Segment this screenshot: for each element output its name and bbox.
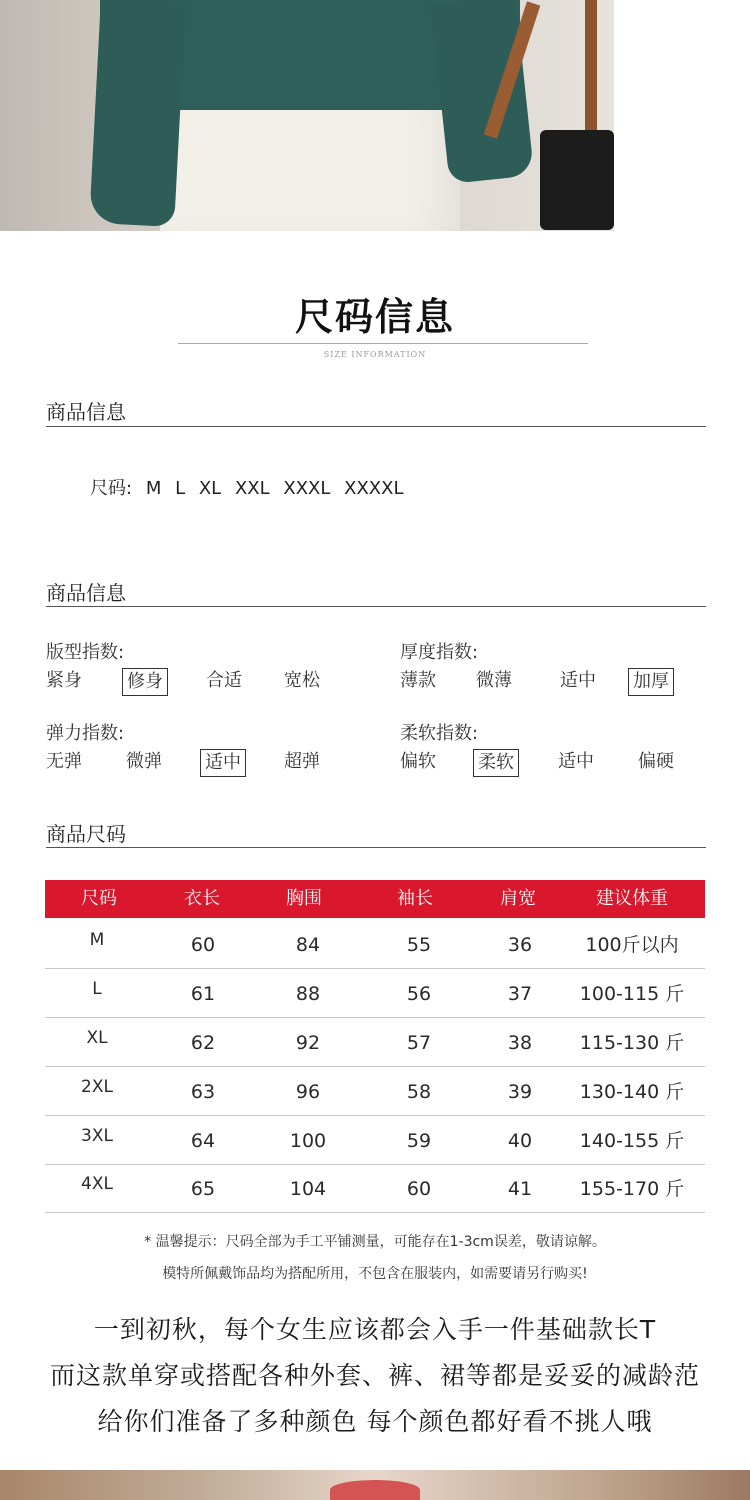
table-cell: 61: [190, 983, 216, 1005]
elasticity-option: 无弹: [46, 751, 82, 772]
table-cell: 130-140 斤: [579, 1081, 685, 1103]
size-option: M: [145, 478, 162, 499]
table-header-cell: 袖长: [397, 888, 433, 909]
thickness-index-label: 厚度指数:: [400, 642, 479, 663]
thickness-option-selected: 加厚: [628, 668, 674, 696]
fit-option: 合适: [206, 670, 242, 691]
table-header-cell: 胸围: [286, 888, 322, 909]
table-cell: 56: [406, 983, 432, 1005]
table-cell: 60: [406, 1178, 432, 1200]
accessory-note: 模特所佩戴饰品均为搭配所用，不包含在服装内，如需要请另行购买!: [162, 1266, 588, 1282]
size-list: [90, 474, 412, 500]
table-cell: 115-130 斤: [579, 1032, 685, 1054]
section-divider: [46, 847, 706, 848]
table-row: [45, 1018, 705, 1067]
table-cell: 92: [295, 1032, 321, 1054]
size-option: XL: [198, 478, 222, 499]
table-cell: 39: [507, 1081, 533, 1103]
table-header-cell: 肩宽: [500, 888, 536, 909]
size-option: XXL: [234, 478, 270, 499]
table-cell: 38: [507, 1032, 533, 1054]
table-cell: 84: [295, 934, 321, 956]
fit-index-label: 版型指数:: [46, 642, 125, 663]
table-cell: 41: [507, 1178, 533, 1200]
softness-option: 偏软: [400, 751, 436, 772]
table-cell: 100: [289, 1130, 327, 1152]
size-table-header: [45, 880, 705, 918]
thickness-option: 适中: [560, 670, 596, 691]
table-cell: 140-155 斤: [579, 1130, 685, 1152]
elasticity-option: 超弹: [284, 751, 320, 772]
table-cell: 59: [406, 1130, 432, 1152]
table-cell: 88: [295, 983, 321, 1005]
promo-line: 一到初秋，每个女生应该都会入手一件基础款长T: [93, 1315, 657, 1344]
table-cell: L: [92, 979, 102, 999]
elasticity-index-label: 弹力指数:: [46, 723, 125, 744]
table-cell: 62: [190, 1032, 216, 1054]
elasticity-option-selected: 适中: [200, 749, 246, 777]
photo-bag-strap: [585, 0, 597, 130]
table-header-cell: 尺码: [81, 888, 117, 909]
photo-bag: [540, 130, 614, 230]
table-cell: 37: [507, 983, 533, 1005]
table-cell: 57: [406, 1032, 432, 1054]
table-cell: XL: [86, 1028, 108, 1048]
table-cell: 55: [406, 934, 432, 956]
section-title-product-info: 商品信息: [46, 400, 126, 424]
elasticity-option: 微弹: [126, 751, 162, 772]
table-row: [45, 1164, 705, 1213]
thickness-option: 微薄: [476, 670, 512, 691]
size-label: 尺码:: [90, 478, 133, 499]
measurement-note: * 温馨提示：尺码全部为手工平铺测量，可能存在1-3cm误差，敬请谅解。: [144, 1234, 606, 1250]
table-header-cell: 衣长: [184, 888, 220, 909]
table-cell: 2XL: [81, 1077, 113, 1097]
fit-option: 紧身: [46, 670, 82, 691]
fit-option-selected: 修身: [122, 668, 168, 696]
table-row: [45, 920, 705, 969]
table-cell: 60: [190, 934, 216, 956]
table-cell: 3XL: [81, 1126, 113, 1146]
size-option: L: [175, 478, 186, 499]
section-title-product-info: 商品信息: [46, 581, 126, 605]
promo-line: 而这款单穿或搭配各种外套、裤、裙等都是妥妥的减龄范: [49, 1361, 700, 1390]
title-divider: [178, 343, 588, 344]
promo-line: 给你们准备了多种颜色 每个颜色都好看不挑人哦: [97, 1407, 653, 1436]
softness-option: 适中: [558, 751, 594, 772]
photo-sleeve-left: [89, 0, 186, 227]
table-row: [45, 969, 705, 1018]
section-title-product-size: 商品尺码: [46, 822, 126, 846]
table-header-cell: 建议体重: [596, 888, 668, 909]
table-cell: 36: [507, 934, 533, 956]
table-cell: 104: [289, 1178, 327, 1200]
table-cell: 100斤以内: [585, 934, 679, 956]
table-cell: 155-170 斤: [579, 1178, 685, 1200]
product-photo-top: [0, 0, 614, 231]
page-title: 尺码信息: [294, 295, 455, 339]
photo-model-lips: [330, 1480, 420, 1500]
table-row: [45, 1067, 705, 1116]
fit-option: 宽松: [284, 670, 320, 691]
page-subtitle: SIZE INFORMATION: [323, 350, 427, 359]
table-cell: 4XL: [81, 1174, 113, 1194]
table-cell: 65: [190, 1178, 216, 1200]
section-divider: [46, 426, 706, 427]
table-cell: M: [89, 930, 105, 950]
product-photo-bottom: [0, 1470, 750, 1500]
softness-option-selected: 柔软: [473, 749, 519, 777]
table-row: [45, 1116, 705, 1165]
table-cell: 63: [190, 1081, 216, 1103]
table-cell: 64: [190, 1130, 216, 1152]
thickness-option: 薄款: [400, 670, 436, 691]
table-cell: 100-115 斤: [579, 983, 685, 1005]
table-cell: 96: [295, 1081, 321, 1103]
size-option: XXXL: [283, 478, 331, 499]
table-cell: 58: [406, 1081, 432, 1103]
size-option: XXXXL: [344, 478, 404, 499]
section-divider: [46, 606, 706, 607]
table-cell: 40: [507, 1130, 533, 1152]
softness-index-label: 柔软指数:: [400, 723, 479, 744]
softness-option: 偏硬: [638, 751, 674, 772]
